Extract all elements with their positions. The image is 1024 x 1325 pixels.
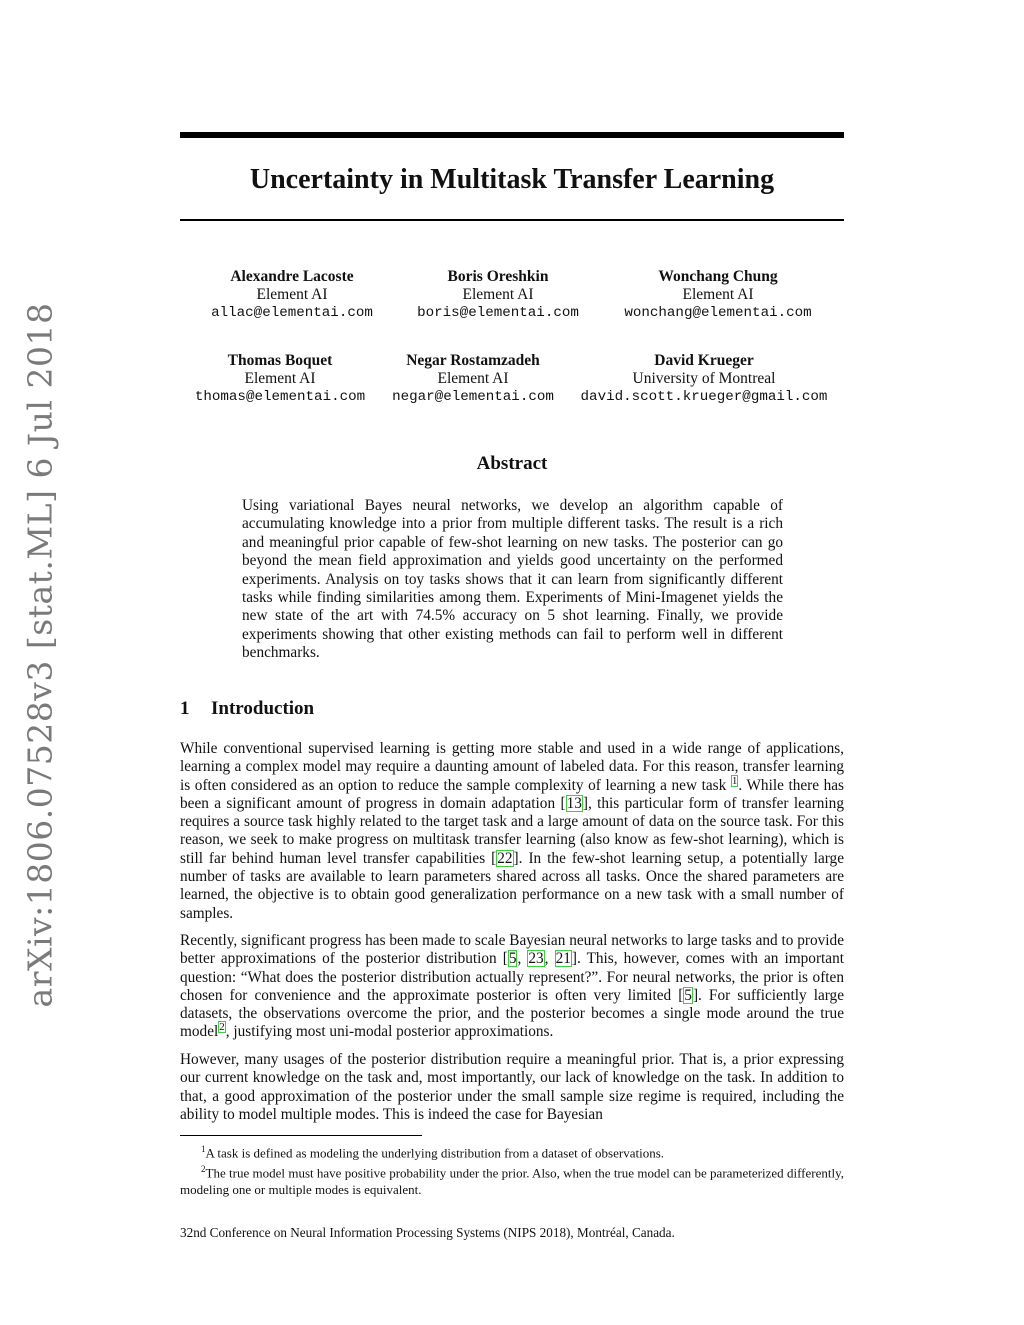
citation-link[interactable]: 22 [497, 849, 513, 867]
author-name: Negar Rostamzadeh [406, 352, 540, 369]
author-block [398, 268, 598, 322]
author-name: Boris Oreshkin [447, 268, 549, 285]
author-block [574, 352, 834, 406]
section-number: 1 [180, 698, 190, 719]
citation-link[interactable]: 5 [508, 950, 517, 968]
footnotes [180, 1141, 844, 1198]
author-block [608, 268, 828, 322]
abstract-text: Using variational Bayes neural networks, we develop an algorithm capable of accumulating knowledge into a prior from multiple different tasks. The result is a rich and meaningful prior capable of few-shot learning on new tasks. The posterior can go beyond the mean field approximation and yields good uncertainty on the performed experiments. Analysis on toy tasks shows that it can learn from significantly different tasks while finding similarities among them. Experiments of Mini-Imagenet yields the new state of the art with 74.5% accuracy on 5 shot learning. Finally, we provide experiments showing that other existing methods can fail to perform well in different benchmarks. [242, 497, 783, 662]
text-run: ]. This, however, comes with an important question: “What does the posterior distribution actually represent?”. For neural networks, the prior is often chosen for convenience and the approximate posterior is often very limited [ [180, 950, 844, 1004]
author-email: allac@elementai.com [211, 305, 373, 321]
text-run: , [544, 950, 555, 968]
text-run: Recently, significant progress has been made to scale Bayesian neural networks to large tasks and to provide better approximations of the posterior distribution [ [180, 932, 844, 968]
intro-paragraph-3: However, many usages of the posterior distribution require a meaningful prior. That is, a prior expressing our current knowledge on the task and, most importantly, our lack of knowledge on the task. In addition to that, a good approximation of the posterior under the small sample size regime is required, including the ability to model multiple modes. This is indeed the case for Bayesian [180, 1051, 844, 1123]
citation-link[interactable]: 13 [566, 794, 582, 812]
footnote-mark: 1 [201, 1144, 206, 1154]
author-affiliation: Element AI [244, 370, 316, 387]
title-rule-top [180, 132, 844, 138]
text-run: . While there has been a significant amount of progress in domain adaptation [ [180, 776, 844, 812]
footnote-link[interactable]: 1 [731, 774, 738, 787]
author-name: Wonchang Chung [658, 268, 778, 285]
author-email: boris@elementai.com [417, 305, 579, 321]
footnote-text: The true model must have positive probability under the prior. Also, when the true model can be parameterized differently, modeling one or multiple modes is equivalent. [180, 1165, 844, 1197]
author-email: negar@elementai.com [392, 389, 554, 405]
author-name: Thomas Boquet [227, 352, 333, 369]
author-email: thomas@elementai.com [194, 389, 366, 405]
author-name: Alexandre Lacoste [230, 268, 354, 285]
author-name: David Krueger [654, 352, 754, 369]
author-affiliation: University of Montreal [632, 370, 776, 387]
intro-paragraph-1 [180, 740, 844, 923]
text-run: , justifying most uni-modal posterior approximations. [225, 1023, 554, 1041]
author-block [192, 268, 392, 322]
footnote [180, 1161, 844, 1197]
footnote-mark: 2 [201, 1164, 206, 1175]
footnote-rule [180, 1135, 422, 1136]
footnote-link[interactable]: 2 [219, 1021, 225, 1034]
text-run: ]. For sufficiently large datasets, the observations overcome the prior, and the posterior becomes a single mode around the true model [180, 986, 844, 1041]
author-block [373, 352, 573, 406]
author-affiliation: Element AI [256, 286, 328, 303]
author-affiliation: Element AI [437, 370, 509, 387]
text-run: , [517, 950, 528, 968]
text-run: While conventional supervised learning is getting more stable and used in a wide range of applications, learning a complex model may require a daunting amount of labeled data. For this reason, transfer learning is often considered as an option to reduce the sample complexity of learning a new task [180, 740, 844, 794]
section-title: Introduction [211, 698, 315, 719]
author-affiliation: Element AI [682, 286, 754, 303]
text-run: ]. In the few-shot learning setup, a potentially large number of tasks are available to learn parameters shared across all tasks. Once the shared parameters are learned, the objective is to obtain good generalization performance on a new task with a small number of samples. [180, 849, 844, 922]
citation-link[interactable]: 5 [684, 986, 692, 1004]
footnote [180, 1141, 844, 1161]
arxiv-identifier-text: arXiv:1806.07528v3 [stat.ML] 6 Jul 2018 [20, 302, 60, 1008]
author-email: wonchang@elementai.com [624, 305, 812, 321]
author-email: david.scott.krueger@gmail.com [580, 389, 828, 405]
intro-paragraph-2 [180, 932, 844, 1042]
paper-title: Uncertainty in Multitask Transfer Learning [249, 164, 775, 195]
abstract-heading: Abstract [476, 453, 548, 474]
conference-note: 32nd Conference on Neural Information Processing Systems (NIPS 2018), Montréal, Canada. [180, 1225, 675, 1240]
citation-link[interactable]: 23 [528, 950, 544, 968]
section-heading [180, 698, 314, 720]
author-block [180, 352, 380, 406]
text-run: ], this particular form of transfer learning requires a source task highly related to the target task and a large amount of data on the source task. For this reason, we seek to make progress on multitask transfer learning (also know as few-shot learning), which is still far behind human level transfer capabilities [ [180, 794, 844, 867]
citation-link[interactable]: 21 [555, 950, 571, 968]
author-affiliation: Element AI [462, 286, 534, 303]
footnote-text: A task is defined as modeling the underlying distribution from a dataset of observations. [205, 1145, 665, 1161]
title-rule-bottom [180, 219, 844, 221]
